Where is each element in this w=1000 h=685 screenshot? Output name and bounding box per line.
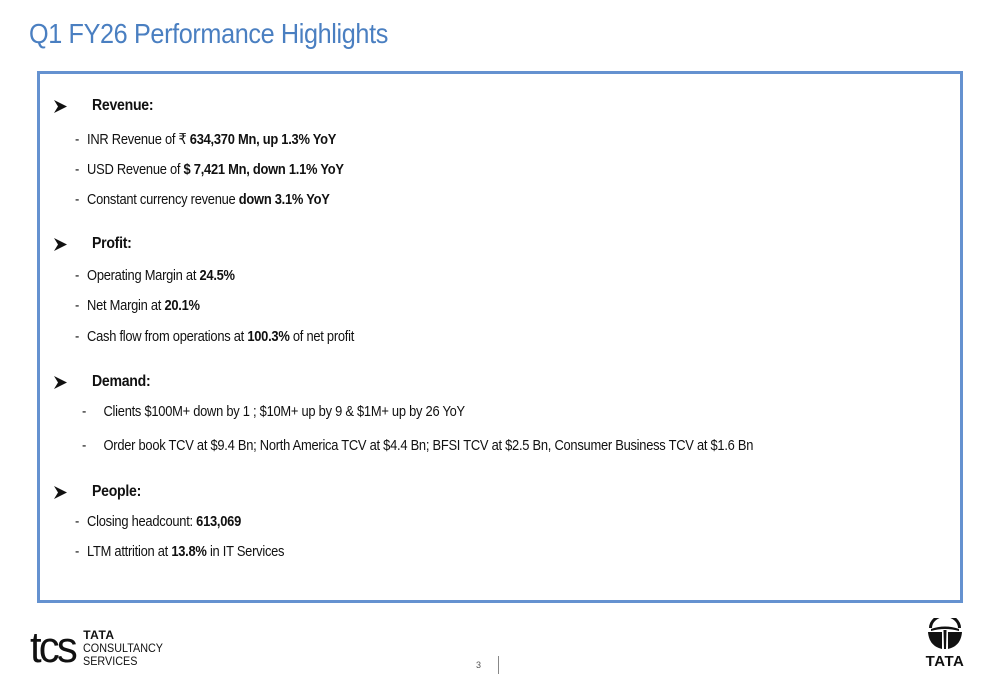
section-demand	[54, 370, 158, 394]
tcs-wordmark: TATA CONSULTANCY SERVICES	[83, 627, 164, 668]
highlights-box	[37, 71, 963, 603]
section-people	[54, 480, 148, 504]
list-item: - Net Margin at 20.1%	[75, 297, 200, 314]
list-item: - Cash flow from operations at 100.3% of net profit	[75, 328, 355, 345]
tcs-mark-logo: tcs	[30, 623, 75, 672]
list-item: - INR Revenue of ₹ 634,370 Mn, up 1.3% YoY	[75, 131, 337, 148]
section-label: People:	[92, 483, 142, 500]
section-label: Revenue:	[92, 97, 154, 114]
section-profit	[54, 232, 137, 256]
arrow-bullet-icon	[54, 100, 78, 113]
list-item: - Constant currency revenue down 3.1% YoY	[75, 191, 330, 208]
tcs-logo	[30, 623, 172, 672]
slide-title: Q1 FY26 Performance Highlights	[29, 18, 388, 49]
section-revenue	[54, 94, 162, 118]
list-item: - Clients $100M+ down by 1 ; $10M+ up by 9 & $1M+ up by 26 YoY	[82, 403, 465, 420]
section-label: Profit:	[92, 235, 132, 252]
list-item: - USD Revenue of $ 7,421 Mn, down 1.1% YoY	[75, 161, 344, 178]
list-item: - Closing headcount: 613,069	[75, 513, 241, 530]
list-item: - Operating Margin at 24.5%	[75, 267, 235, 284]
arrow-bullet-icon	[54, 376, 78, 389]
page-separator	[498, 656, 499, 674]
tata-emblem-icon	[925, 618, 965, 650]
arrow-bullet-icon	[54, 486, 78, 499]
tata-wordmark: TATA	[925, 653, 965, 670]
list-item: - Order book TCV at $9.4 Bn; North America TCV at $4.4 Bn; BFSI TCV at $2.5 Bn, Consumer Business TCV at $1.6 Bn	[82, 437, 754, 454]
section-label: Demand:	[92, 373, 151, 390]
page-number: 3	[476, 660, 482, 670]
tata-logo	[918, 618, 972, 670]
list-item: - LTM attrition at 13.8% in IT Services	[75, 543, 285, 560]
arrow-bullet-icon	[54, 238, 78, 251]
